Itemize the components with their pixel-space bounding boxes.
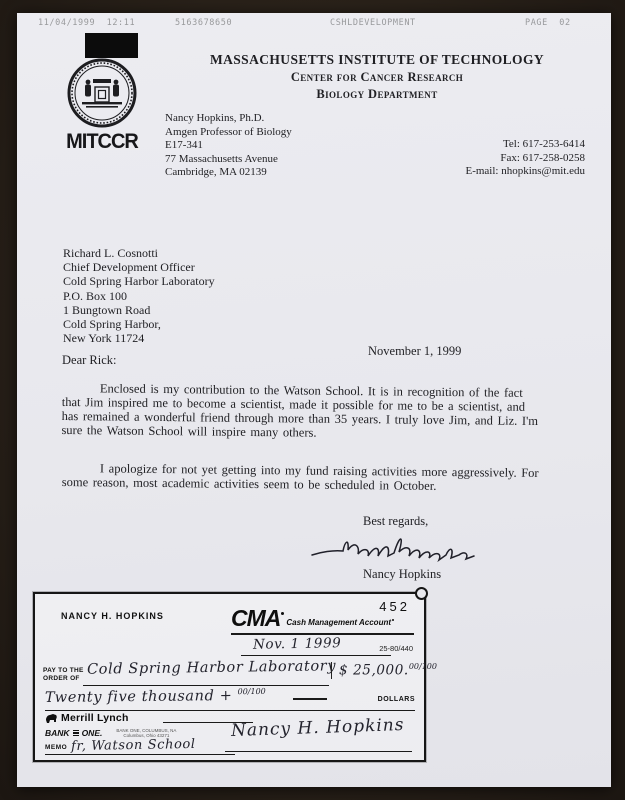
bankone-word2: ONE. xyxy=(81,728,103,738)
amount-words: Twenty five thousand + xyxy=(44,688,233,706)
redaction-box xyxy=(85,33,138,58)
bankone-address-line1: BANK ONE, COLUMBUS, NA xyxy=(116,728,177,733)
check-payer-name: NANCY H. HOPKINS xyxy=(61,611,164,621)
memo-handwritten: fr, Watson School xyxy=(71,736,197,755)
salutation: Dear Rick: xyxy=(62,353,117,367)
sender-name: Nancy Hopkins, Ph.D. xyxy=(165,112,265,124)
amount-dollars: $ 25,000. xyxy=(339,662,409,679)
cma-brand xyxy=(231,607,394,629)
institution-name: MASSACHUSETTS INSTITUTE OF TECHNOLOGY xyxy=(209,52,544,67)
recipient-pobox: P.O. Box 100 xyxy=(63,288,128,303)
contact-fax: Fax: 617-258-0258 xyxy=(500,151,585,164)
letter-paragraph: I apologize for not yet getting into my fund raising activities more aggressively. For some reason, most academic activities seem to be scheduled in October. xyxy=(61,461,539,493)
bankone-word1: BANK xyxy=(45,728,70,738)
memo-row xyxy=(45,738,196,753)
amount-numeric xyxy=(331,662,437,679)
letter-date: November 1, 1999 xyxy=(368,344,462,358)
check xyxy=(33,592,437,762)
cma-logo-text: CMA xyxy=(231,605,281,631)
amount-dash xyxy=(293,698,327,700)
contact-block xyxy=(465,138,585,179)
dollars-label: DOLLARS xyxy=(377,696,415,703)
fax-page-number: PAGE 02 xyxy=(525,18,571,28)
letter-paragraph: Enclosed is my contribution to the Watson School. It is in recognition of the fact that Jim inspired me to become a scientist, made it possible for me to be a scientist, and has remained a wonderful friend through more than 35 years. I truly love Jim, and Liz. I'm sure the Watson School will inspire many others. xyxy=(61,381,539,440)
sender-room: E17-341 xyxy=(165,139,203,152)
routing-fraction: 25-80/440 xyxy=(379,644,413,653)
center-name: Center for Cancer Research xyxy=(290,70,464,84)
bankone-mark-icon xyxy=(73,730,79,736)
merrill-lynch-row xyxy=(45,712,129,724)
closing-line: Best regards, xyxy=(363,514,429,528)
cma-brand-label: Cash Management Account xyxy=(286,618,391,627)
letterhead xyxy=(167,52,587,102)
memo-underline xyxy=(45,754,235,755)
mitccr-logo-text: MITCCR xyxy=(66,130,138,154)
recipient-block xyxy=(63,246,215,345)
fax-number: 5163678650 xyxy=(175,18,233,28)
check-signature-handwritten: Nancy H. Hopkins xyxy=(230,714,405,742)
trademark-dot-icon xyxy=(392,619,394,621)
pay-to-label xyxy=(43,667,84,682)
sender-title: Amgen Professor of Biology xyxy=(165,125,292,138)
mitccr-logo xyxy=(55,57,149,154)
amount-cents-fraction: 00/100 xyxy=(408,662,437,671)
recipient-city: Cold Spring Harbor, xyxy=(63,317,161,332)
check-number: 452 xyxy=(379,599,410,614)
recipient-org: Cold Spring Harbor Laboratory xyxy=(63,274,215,289)
pay-to-label-line2: ORDER OF xyxy=(43,674,80,682)
sender-block xyxy=(165,112,292,180)
amount-underline xyxy=(45,710,415,711)
recipient-state: New York 11724 xyxy=(63,331,145,346)
sender-street: 77 Massachusetts Avenue xyxy=(165,152,278,165)
date-underline xyxy=(241,655,391,656)
merrill-lynch-name: Merrill Lynch xyxy=(61,712,129,724)
check-date-handwritten: Nov. 1 1999 xyxy=(252,635,342,653)
recipient-street: 1 Bungtown Road xyxy=(63,302,151,317)
payee-handwritten: Cold Spring Harbor Laboratory xyxy=(86,658,337,678)
bank-one-row xyxy=(45,728,176,738)
contact-email: E-mail: nhopkins@mit.edu xyxy=(465,165,585,178)
recipient-title: Chief Development Officer xyxy=(63,260,195,275)
trademark-dot-icon xyxy=(281,612,284,615)
department-name: Biology Department xyxy=(316,87,438,101)
signature-underline xyxy=(225,751,412,752)
memo-label: MEMO xyxy=(45,744,68,751)
contact-tel: Tel: 617-253-6414 xyxy=(502,138,585,150)
amount-words-fraction: 00/100 xyxy=(237,686,266,697)
signer-typed-name: Nancy Hopkins xyxy=(363,567,442,581)
fax-sender-id: CSHLDEVELOPMENT xyxy=(330,18,416,28)
amount-written xyxy=(45,687,266,706)
mit-seal-icon xyxy=(66,57,138,129)
merrill-bull-icon xyxy=(45,713,58,724)
fax-datetime: 11/04/1999 12:11 xyxy=(38,18,136,28)
bankone-address-line2: Columbus, Ohio 43271 xyxy=(123,733,170,738)
check-corner-curl xyxy=(415,587,428,600)
sender-city: Cambridge, MA 02139 xyxy=(165,166,267,179)
signature-scrawl-icon xyxy=(309,529,514,571)
fax-page xyxy=(17,13,611,787)
recipient-name: Richard L. Cosnotti xyxy=(63,246,158,260)
payee-underline xyxy=(83,685,329,686)
pay-to-label-line1: PAY TO THE xyxy=(43,667,84,674)
